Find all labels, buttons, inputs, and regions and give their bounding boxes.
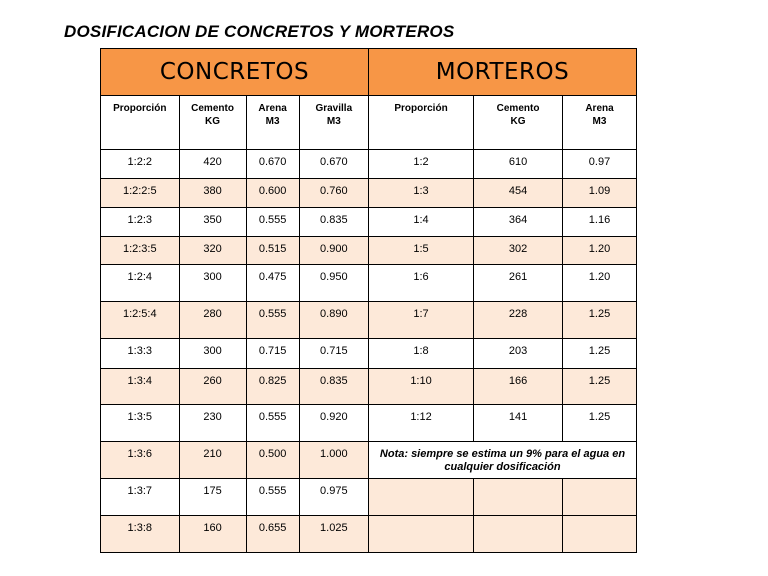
cell: 1.000	[299, 442, 368, 479]
cell: 0.475	[246, 265, 299, 302]
col-header-concreto-proporcion: Proporción	[101, 96, 180, 150]
cell: 0.670	[299, 150, 368, 179]
cell: 160	[179, 516, 246, 553]
cell: 228	[474, 302, 563, 339]
cell: 0.500	[246, 442, 299, 479]
table-row	[101, 208, 637, 237]
cell: 1.25	[563, 339, 637, 369]
cell: 166	[474, 369, 563, 405]
col-header-concreto-arena: Arena M3	[246, 96, 299, 150]
empty-cell	[563, 516, 637, 553]
col-header-concreto-gravilla: Gravilla M3	[299, 96, 368, 150]
cell: 260	[179, 369, 246, 405]
table-row	[101, 479, 637, 516]
cell: 210	[179, 442, 246, 479]
cell: 1:2:2:5	[101, 179, 180, 208]
cell: 1.09	[563, 179, 637, 208]
cell: 1:3:8	[101, 516, 180, 553]
table-row	[101, 237, 637, 265]
cell: 454	[474, 179, 563, 208]
cell: 1:3:3	[101, 339, 180, 369]
cell: 1:3:6	[101, 442, 180, 479]
cell: 1:3:4	[101, 369, 180, 405]
cell: 610	[474, 150, 563, 179]
cell: 1:2:4	[101, 265, 180, 302]
cell: 350	[179, 208, 246, 237]
col-header-mortero-cemento: Cemento KG	[474, 96, 563, 150]
col-header-mortero-proporcion: Proporción	[368, 96, 473, 150]
morteros-header: MORTEROS	[368, 49, 636, 96]
concretos-header: CONCRETOS	[101, 49, 369, 96]
cell: 0.555	[246, 405, 299, 442]
empty-cell	[368, 516, 473, 553]
nota-agua: Nota: siempre se estima un 9% para el agua en cualquier dosificación	[368, 442, 636, 479]
cell: 1:3:7	[101, 479, 180, 516]
table-row	[101, 369, 637, 405]
cell: 420	[179, 150, 246, 179]
cell: 1.20	[563, 265, 637, 302]
col-header-concreto-cemento: Cemento KG	[179, 96, 246, 150]
cell: 1:4	[368, 208, 473, 237]
cell: 0.555	[246, 302, 299, 339]
cell: 1:10	[368, 369, 473, 405]
cell: 380	[179, 179, 246, 208]
cell: 0.670	[246, 150, 299, 179]
cell: 0.825	[246, 369, 299, 405]
cell: 364	[474, 208, 563, 237]
cell: 300	[179, 265, 246, 302]
cell: 0.515	[246, 237, 299, 265]
table-row	[101, 302, 637, 339]
dosificacion-table	[100, 48, 637, 553]
cell: 203	[474, 339, 563, 369]
col-header-mortero-arena: Arena M3	[563, 96, 637, 150]
cell: 1:6	[368, 265, 473, 302]
table-row	[101, 339, 637, 369]
cell: 1.16	[563, 208, 637, 237]
cell: 1:2:3	[101, 208, 180, 237]
cell: 230	[179, 405, 246, 442]
cell: 141	[474, 405, 563, 442]
cell: 0.890	[299, 302, 368, 339]
cell: 0.715	[299, 339, 368, 369]
cell: 1:2:2	[101, 150, 180, 179]
cell: 175	[179, 479, 246, 516]
cell: 1:3:5	[101, 405, 180, 442]
cell: 1:2:5:4	[101, 302, 180, 339]
table-row	[101, 405, 637, 442]
empty-cell	[368, 479, 473, 516]
empty-cell	[474, 516, 563, 553]
table-row	[101, 179, 637, 208]
cell: 0.950	[299, 265, 368, 302]
table-row	[101, 150, 637, 179]
cell: 1:7	[368, 302, 473, 339]
cell: 320	[179, 237, 246, 265]
cell: 0.97	[563, 150, 637, 179]
cell: 0.760	[299, 179, 368, 208]
cell: 0.555	[246, 479, 299, 516]
empty-cell	[474, 479, 563, 516]
cell: 0.835	[299, 208, 368, 237]
cell: 0.900	[299, 237, 368, 265]
cell: 0.920	[299, 405, 368, 442]
cell: 300	[179, 339, 246, 369]
cell: 0.600	[246, 179, 299, 208]
cell: 280	[179, 302, 246, 339]
cell: 1.25	[563, 369, 637, 405]
cell: 302	[474, 237, 563, 265]
table-row	[101, 265, 637, 302]
cell: 0.835	[299, 369, 368, 405]
cell: 261	[474, 265, 563, 302]
page-title: DOSIFICACION DE CONCRETOS Y MORTEROS	[64, 22, 455, 41]
table-row	[101, 516, 637, 553]
cell: 1:2:3:5	[101, 237, 180, 265]
cell: 1:5	[368, 237, 473, 265]
cell: 1.025	[299, 516, 368, 553]
cell: 0.975	[299, 479, 368, 516]
cell: 0.715	[246, 339, 299, 369]
cell: 0.555	[246, 208, 299, 237]
cell: 1.20	[563, 237, 637, 265]
column-headers	[101, 96, 637, 150]
cell: 1.25	[563, 302, 637, 339]
cell: 1:8	[368, 339, 473, 369]
table-row	[101, 442, 637, 479]
cell: 0.655	[246, 516, 299, 553]
cell: 1.25	[563, 405, 637, 442]
cell: 1:3	[368, 179, 473, 208]
empty-cell	[563, 479, 637, 516]
cell: 1:2	[368, 150, 473, 179]
cell: 1:12	[368, 405, 473, 442]
